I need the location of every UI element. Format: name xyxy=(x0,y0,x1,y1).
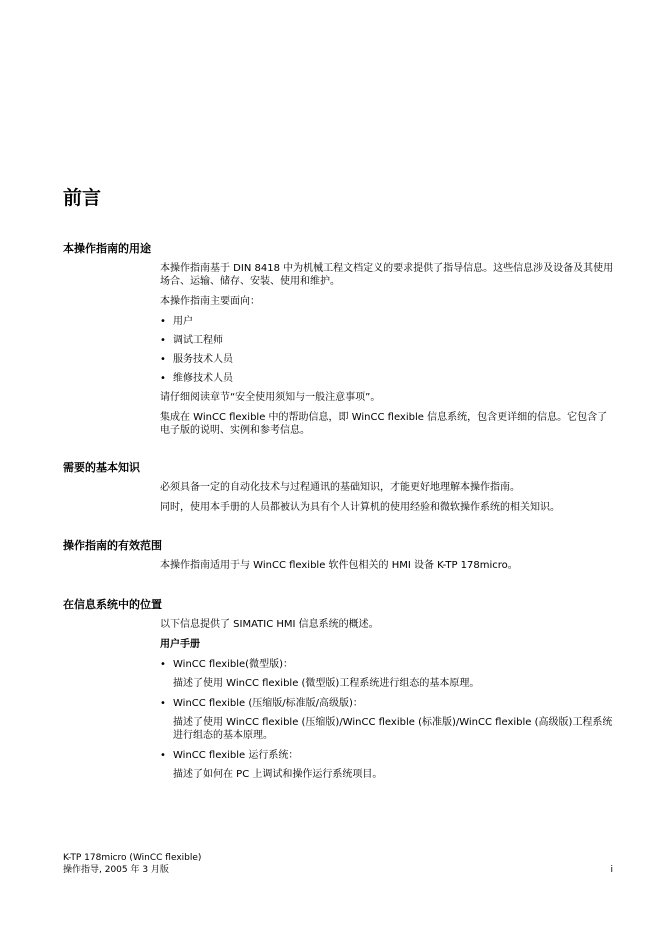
page-title: 前言 xyxy=(63,187,102,209)
page-footer xyxy=(63,852,201,876)
footer-product: K-TP 178micro (WinCC flexible) xyxy=(63,853,202,863)
bullet-icon: • xyxy=(160,750,166,761)
list-item: • WinCC flexible(微型版)： xyxy=(160,659,293,670)
list-item: • 调试工程师 xyxy=(160,335,223,346)
subheading-user-manual: 用户手册 xyxy=(160,639,200,650)
section-body-purpose xyxy=(160,262,615,444)
list-item: • 维修技术人员 xyxy=(160,373,233,384)
bullet-icon: • xyxy=(160,354,166,365)
section-body-knowledge xyxy=(160,481,615,521)
paragraph: 本操作指南主要面向： xyxy=(160,296,260,307)
paragraph: 集成在 WinCC flexible 中的帮助信息，即 WinCC flexible 信息系统，包含更详细的信息。它包含了电子版的说明、实例和参考信息。 xyxy=(160,412,608,436)
section-heading-knowledge: 需要的基本知识 xyxy=(63,461,140,474)
bullet-icon: • xyxy=(160,335,166,346)
section-body-scope xyxy=(160,559,615,579)
paragraph: 同时，使用本手册的人员都被认为具有个人计算机的使用经验和微软操作系统的相关知识。 xyxy=(160,502,560,513)
paragraph: 本操作指南适用于与 WinCC flexible 软件包相关的 HMI 设备 K-TP 178micro。 xyxy=(160,560,518,571)
item-description: 描述了如何在 PC 上调试和操作运行系统项目。 xyxy=(173,769,383,780)
section-body-position xyxy=(160,618,615,788)
bullet-icon: • xyxy=(160,316,166,327)
list-item: • 用户 xyxy=(160,316,193,327)
bullet-icon: • xyxy=(160,698,166,709)
section-heading-scope: 操作指南的有效范围 xyxy=(63,539,162,552)
bullet-icon: • xyxy=(160,659,166,670)
list-item: • WinCC flexible 运行系统： xyxy=(160,750,299,761)
list-item: • 服务技术人员 xyxy=(160,354,233,365)
page-number: i xyxy=(610,865,613,875)
footer-edition: 操作指导, 2005 年 3 月版 xyxy=(63,865,169,875)
item-description: 描述了使用 WinCC flexible (压缩版)/WinCC flexible (标准版)/WinCC flexible (高级版)工程系统进行组态的基本原理。 xyxy=(173,717,613,741)
list-item: • WinCC flexible (压缩版/标准版/高级版)： xyxy=(160,698,363,709)
section-heading-purpose: 本操作指南的用途 xyxy=(63,242,151,255)
bullet-icon: • xyxy=(160,373,166,384)
paragraph: 请仔细阅读章节“安全使用须知与一般注意事项”。 xyxy=(160,392,381,403)
paragraph: 本操作指南基于 DIN 8418 中为机械工程文档定义的要求提供了指导信息。这些信息涉及设备及其使用场合、运输、储存、安装、使用和维护。 xyxy=(160,263,614,287)
item-description: 描述了使用 WinCC flexible (微型版)工程系统进行组态的基本原理。 xyxy=(173,678,480,689)
section-heading-position: 在信息系统中的位置 xyxy=(63,598,162,611)
paragraph: 必须具备一定的自动化技术与过程通讯的基础知识，才能更好地理解本操作指南。 xyxy=(160,482,520,493)
paragraph: 以下信息提供了 SIMATIC HMI 信息系统的概述。 xyxy=(160,619,379,630)
